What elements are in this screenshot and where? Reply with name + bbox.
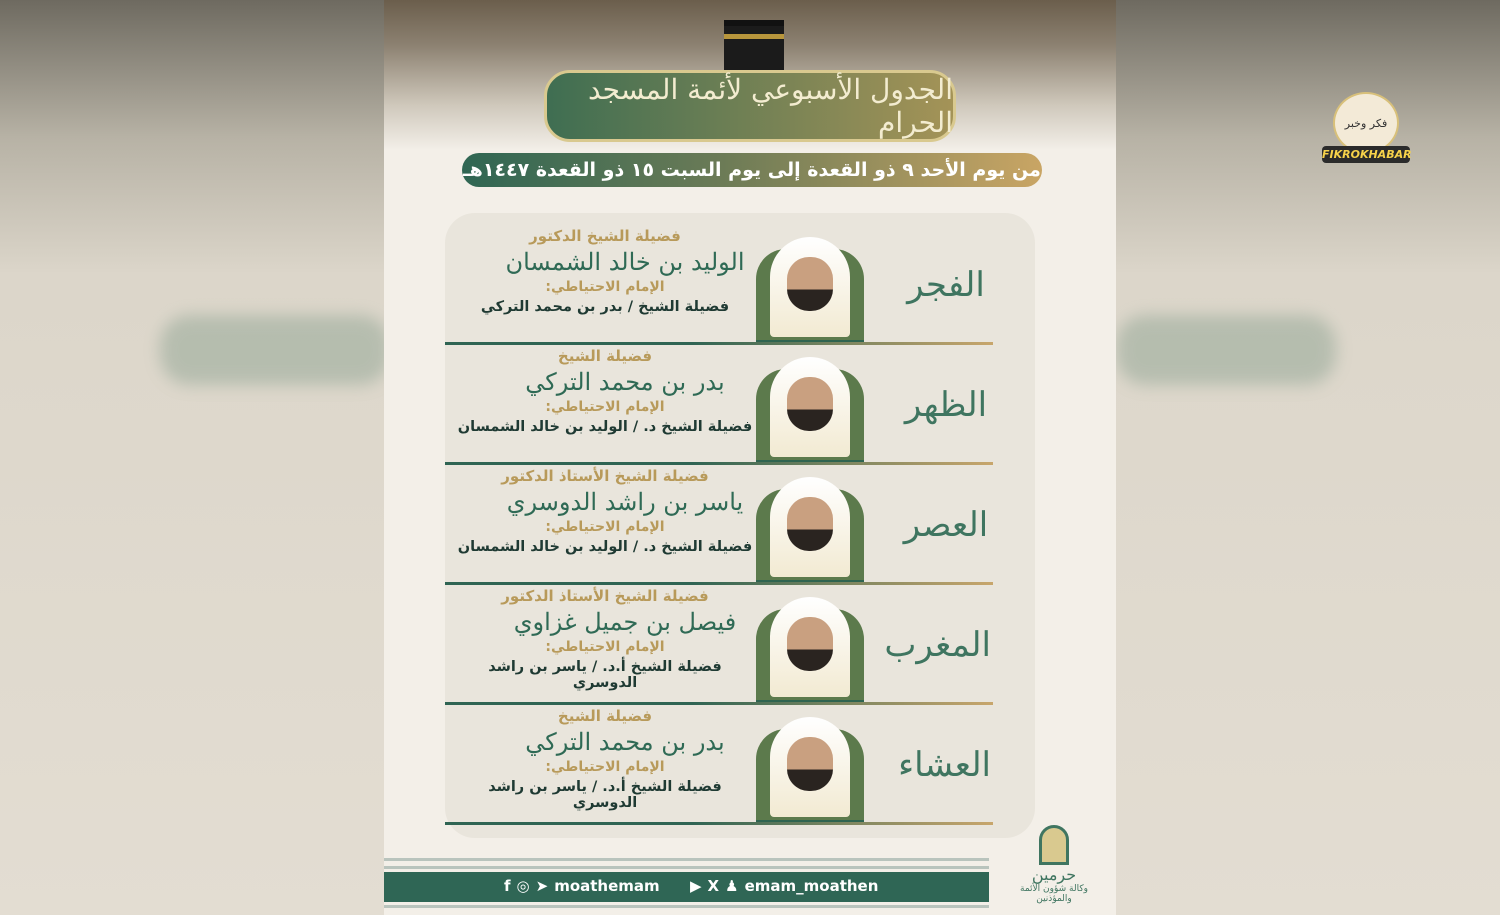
backup-label: الإمام الاحتياطي: — [545, 279, 665, 295]
instagram-icon[interactable]: ◎ — [516, 877, 530, 895]
blurred-shape — [1116, 315, 1336, 385]
imam-name: فيصل بن جميل غزاوي — [513, 608, 737, 636]
divider — [384, 858, 989, 861]
imam-photo — [756, 489, 864, 581]
schedule-row — [445, 467, 1035, 585]
imam-name: الوليد بن خالد الشمسان — [505, 248, 745, 276]
backup-imam: فضيلة الشيخ د. / الوليد بن خالد الشمسان — [457, 539, 753, 555]
schedule-row — [445, 587, 1035, 705]
row-divider — [445, 342, 993, 345]
youtube-icon[interactable]: ▶ — [690, 877, 702, 895]
imam-info — [455, 227, 755, 315]
blurred-shape — [160, 315, 390, 385]
prayer-name: المغرب — [884, 625, 991, 665]
imam-photo — [756, 729, 864, 821]
watermark-logo — [1322, 92, 1410, 172]
imam-name: بدر بن محمد التركي — [525, 368, 725, 396]
logo-name: حرمين — [1031, 865, 1077, 884]
watermark-emblem: فكر وخبر — [1333, 92, 1399, 154]
schedule-poster — [384, 0, 1116, 915]
row-divider — [445, 702, 993, 705]
backup-label: الإمام الاحتياطي: — [545, 399, 665, 415]
row-divider — [445, 582, 993, 585]
honorific: فضيلة الشيخ الدكتور — [529, 227, 681, 245]
backup-imam: فضيلة الشيخ د. / الوليد بن خالد الشمسان — [457, 419, 753, 435]
backup-label: الإمام الاحتياطي: — [545, 519, 665, 535]
telegram-icon[interactable]: ➤ — [535, 877, 549, 895]
schedule-row — [445, 707, 1035, 825]
schedule-row — [445, 347, 1035, 465]
row-divider — [445, 822, 993, 825]
backup-label: الإمام الاحتياطي: — [545, 639, 665, 655]
prayer-name: العشاء — [898, 745, 991, 785]
date-range: من يوم الأحد ٩ ذو القعدة إلى يوم السبت ١٥ ذو القعدة ١٤٤٧هـ — [462, 153, 1042, 187]
prayer-name: الظهر — [904, 385, 988, 425]
prayer-name: الفجر — [907, 265, 985, 305]
imam-info — [455, 467, 755, 555]
schedule-card — [445, 213, 1035, 838]
blurred-right-panel — [1116, 0, 1500, 915]
divider — [384, 866, 989, 869]
schedule-row — [445, 227, 1035, 345]
honorific: فضيلة الشيخ — [557, 707, 653, 725]
x-icon[interactable]: X — [707, 877, 720, 895]
snapchat-icon[interactable]: ♟ — [725, 877, 739, 895]
imam-info — [455, 347, 755, 435]
honorific: فضيلة الشيخ الأستاذ الدكتور — [501, 587, 709, 605]
prayer-name: العصر — [903, 505, 989, 545]
kaaba — [724, 20, 784, 70]
imam-photo — [756, 609, 864, 701]
blurred-left-panel — [0, 0, 384, 915]
backup-label: الإمام الاحتياطي: — [545, 759, 665, 775]
agency-logo — [1004, 825, 1104, 910]
imam-info — [455, 707, 755, 811]
social-footer — [384, 872, 989, 902]
handle-emam-moathen[interactable]: emam_moathen — [744, 877, 879, 895]
imam-name: بدر بن محمد التركي — [525, 728, 725, 756]
honorific: فضيلة الشيخ الأستاذ الدكتور — [501, 467, 709, 485]
honorific: فضيلة الشيخ — [557, 347, 653, 365]
imam-info — [455, 587, 755, 691]
row-divider — [445, 462, 993, 465]
backup-imam: فضيلة الشيخ أ.د. / ياسر بن راشد الدوسري — [488, 779, 722, 811]
mosque-arch-icon — [1039, 825, 1069, 865]
watermark-text: FIKROKHABAR — [1322, 148, 1412, 161]
backup-imam: فضيلة الشيخ أ.د. / ياسر بن راشد الدوسري — [488, 659, 722, 691]
poster-title: الجدول الأسبوعي لأئمة المسجد الحرام — [544, 70, 956, 142]
divider — [384, 905, 989, 908]
backup-imam: فضيلة الشيخ / بدر بن محمد التركي — [480, 299, 730, 315]
imam-name: ياسر بن راشد الدوسري — [506, 488, 744, 516]
handle-moathemam[interactable]: moathemam — [554, 877, 660, 895]
imam-photo — [756, 249, 864, 341]
facebook-icon[interactable]: f — [504, 877, 511, 895]
logo-agency: وكالة شؤون الأئمة والمؤذنين — [1020, 884, 1088, 904]
imam-photo — [756, 369, 864, 461]
